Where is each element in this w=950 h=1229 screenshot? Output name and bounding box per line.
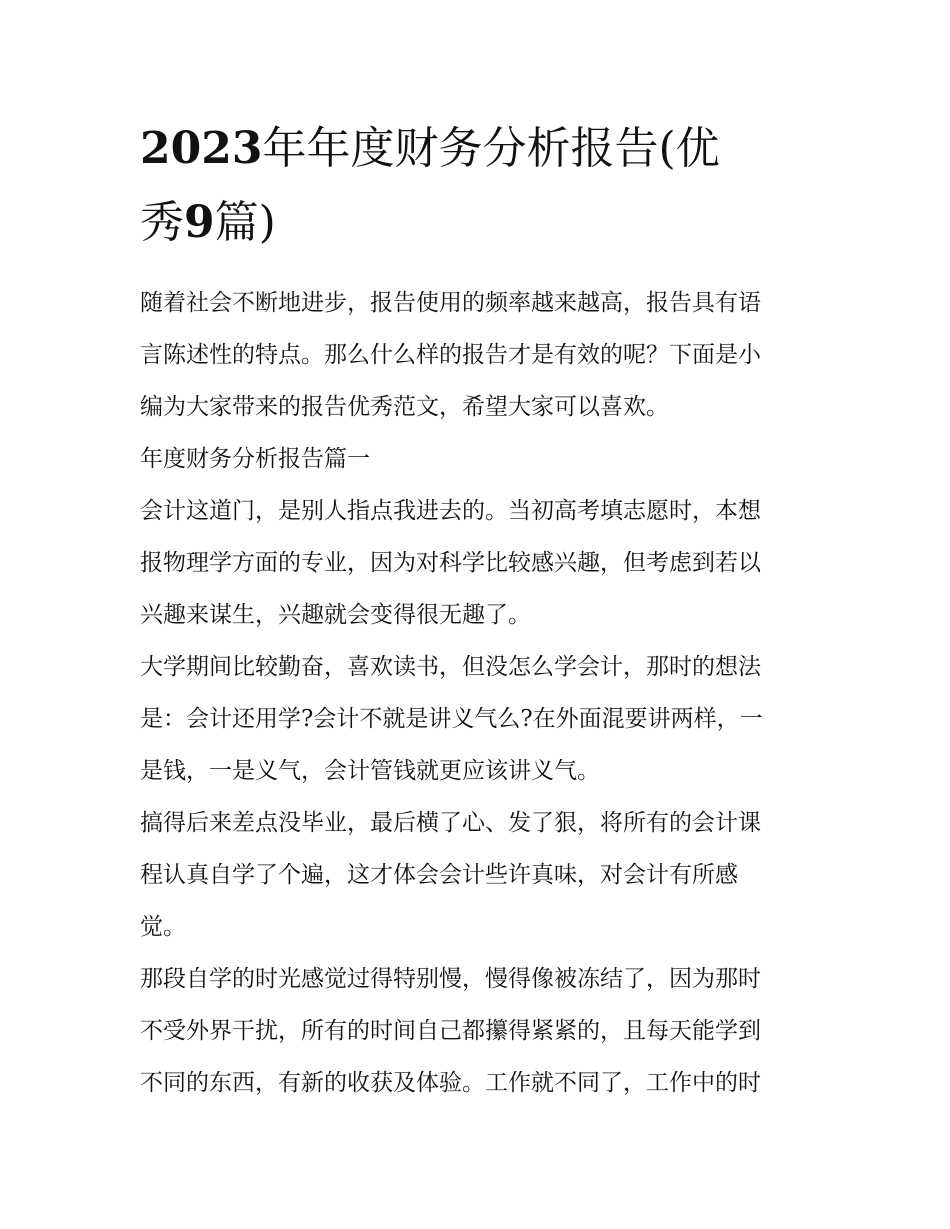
paragraph	[140, 433, 820, 485]
paragraph-line: 兴趣来谋生，兴趣就会变得很无趣了。	[140, 602, 531, 628]
document-body	[140, 277, 820, 1109]
paragraph-line: 年度财务分析报告篇一	[140, 446, 370, 472]
paragraph-line: 程认真自学了个遍，这才体会会计些许真味，对会计有所感	[140, 862, 738, 888]
paragraph-line: 不受外界干扰，所有的时间自己都攥得紧紧的，且每天能学到	[140, 1018, 761, 1044]
paragraph-line: 是：会计还用学?会计不就是讲义气么?在外面混要讲两样，一	[140, 706, 763, 732]
paragraph-line: 大学期间比较勤奋，喜欢读书，但没怎么学会计，那时的想法	[140, 654, 761, 680]
title-text-1: 年年度财务分析报告(优	[262, 123, 720, 174]
title-year: 2023	[140, 123, 263, 174]
paragraph-line: 会计这道门，是别人指点我进去的。当初高考填志愿时，本想	[140, 498, 761, 524]
paragraph-line: 搞得后来差点没毕业，最后横了心、发了狠，将所有的会计课	[140, 810, 761, 836]
paragraph-line: 觉。	[140, 914, 186, 940]
paragraph-line: 那段自学的时光感觉过得特别慢，慢得像被冻结了，因为那时	[140, 966, 761, 992]
paragraph-line: 报物理学方面的专业，因为对科学比较感兴趣，但考虑到若以	[140, 550, 761, 576]
paragraph-line: 随着社会不断地进步，报告使用的频率越来越高，报告具有语	[140, 290, 761, 316]
paragraph	[140, 797, 820, 953]
paragraph-line: 是钱，一是义气，会计管钱就更应该讲义气。	[140, 758, 600, 784]
paragraph	[140, 641, 820, 797]
paragraph-line: 言陈述性的特点。那么什么样的报告才是有效的呢？下面是小	[140, 342, 761, 368]
title-count: 9	[184, 197, 215, 248]
title-line-1	[140, 112, 820, 186]
paragraph-line: 编为大家带来的报告优秀范文，希望大家可以喜欢。	[140, 394, 669, 420]
paragraph	[140, 485, 820, 641]
paragraph	[140, 953, 820, 1109]
paragraph-line: 不同的东西，有新的收获及体验。工作就不同了，工作中的时	[140, 1070, 761, 1096]
title-text-2a: 秀	[140, 197, 184, 248]
title-line-2	[140, 186, 820, 260]
document-title	[140, 112, 820, 260]
title-text-2b: 篇)	[214, 197, 276, 248]
paragraph	[140, 277, 820, 433]
